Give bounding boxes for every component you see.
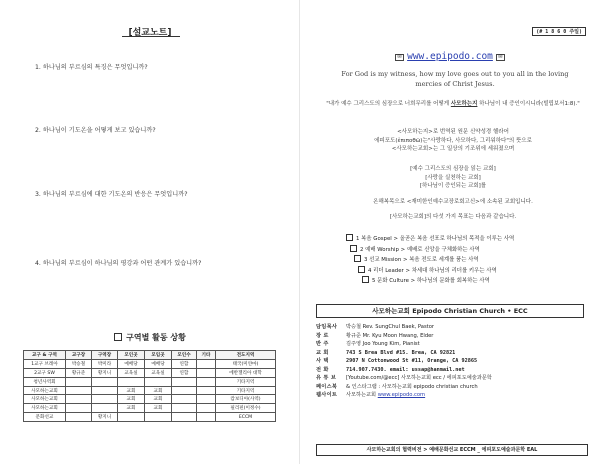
korean-verse-text: "내가 예수 그리스도의 심장으로 너희무리를 어떻게	[326, 101, 451, 107]
table-cell: 문화선교	[24, 413, 66, 422]
box-icon	[362, 276, 369, 283]
identity-block	[322, 165, 584, 191]
info-value-wrap	[346, 349, 455, 357]
identity-line: [하나님이 증인되는 교회]를	[419, 183, 487, 190]
table-cell: 교회	[118, 395, 145, 404]
info-value-wrap	[346, 357, 477, 365]
envelope-icon: ✉	[395, 54, 404, 61]
mission-text: 2 예배 Worship > 예배로 신앙을 구체화하는 사역	[360, 246, 480, 253]
box-icon	[350, 245, 357, 252]
table-cell	[145, 377, 172, 386]
vision-banner: 사모하는교회의 협력비전 > 예배문화선교 ECCM _ 에피포도예술과문학 EAL	[316, 444, 588, 456]
info-value-wrap	[346, 332, 433, 340]
district-activity-table	[23, 350, 276, 422]
table-cell	[197, 404, 216, 413]
box-icon	[354, 255, 361, 262]
table-row	[24, 395, 276, 404]
table-cell: 교육실	[118, 368, 145, 377]
table-header-cell: 모임곳	[145, 351, 172, 360]
denomination-text: 온해복목으로 <재미한인예수교장로회고신>에 소속된 교회입니다.	[373, 199, 533, 205]
info-row	[316, 391, 586, 400]
table-header-cell: 교구장	[66, 351, 92, 360]
info-value: 714.907.7430. email: ussap@hanmail.net	[346, 366, 465, 373]
table-cell	[172, 395, 197, 404]
table-cell	[118, 377, 145, 386]
korean-verse-text-end: 하나님이 내 증인이시니라(빌립보서1:8)."	[477, 101, 580, 107]
table-cell	[197, 413, 216, 422]
table-cell	[66, 377, 92, 386]
mission-item	[346, 234, 596, 245]
info-value-wrap	[346, 391, 425, 399]
info-row	[316, 340, 586, 349]
table-header-cell: 기타	[197, 351, 216, 360]
info-row	[316, 383, 586, 392]
table-cell: 필리핀(이정수)	[216, 404, 276, 413]
table-cell	[172, 404, 197, 413]
info-value: & 인스타그램 : 사모하는교회 epipodo christian church	[346, 383, 478, 390]
table-cell: 박미라	[92, 359, 118, 368]
explain-line: 에피포도(ἐπιποθῶ)는"사랑하다, 사모하다, 그리워하다"의 뜻으로	[374, 137, 532, 144]
table-cell	[197, 359, 216, 368]
table-cell: 태국(미얀마)	[216, 359, 276, 368]
table-cell: 사모하는교회	[24, 386, 66, 395]
mission-text: 3 선교 Mission > 복음 전도로 세계를 품는 사역	[364, 257, 479, 264]
table-cell	[172, 386, 197, 395]
mission-item	[346, 245, 596, 256]
website-link[interactable]: www.epipodo.com	[407, 51, 493, 62]
table-cell: 교회	[145, 395, 172, 404]
info-row	[316, 332, 586, 341]
table-cell	[92, 386, 118, 395]
right-page	[300, 0, 600, 464]
info-row	[316, 374, 586, 383]
table-cell	[66, 395, 92, 404]
website-header	[300, 51, 600, 62]
table-cell	[172, 413, 197, 422]
table-cell	[92, 395, 118, 404]
goal-intro: [사모하는교회]의 다섯 가지 목표는 다음과 같습니다.	[389, 214, 517, 220]
church-name-banner: 사모하는교회 Epipodo Christian Church • ECC	[316, 304, 584, 318]
info-value: 박승철 Rev. SungChul Baek, Pastor	[346, 324, 435, 330]
table-cell	[197, 368, 216, 377]
mission-item	[346, 266, 596, 277]
table-cell: 예배당	[118, 359, 145, 368]
explain-line: <사모하는지>로 번역된 원문 신약성경 헬라어	[397, 129, 509, 135]
table-cell: 1교구 브레아	[24, 359, 66, 368]
mission-text: 5 문화 Culture > 하나님의 문화를 회복하는 사역	[372, 278, 490, 285]
box-icon	[114, 333, 122, 341]
table-cell: 사모하는교회	[24, 395, 66, 404]
info-value-wrap	[346, 366, 465, 374]
table-row	[24, 413, 276, 422]
table-cell	[92, 377, 118, 386]
info-label: 교 회	[316, 349, 329, 356]
table-cell: ECCM	[216, 413, 276, 422]
table-cell: 교회	[145, 386, 172, 395]
table-header-cell: 모인곳	[118, 351, 145, 360]
info-value: 황규준 Mr. Kyu Moon Hwang, Elder	[346, 332, 434, 339]
info-value: 김주영 Joo Young Kim, Pianist	[346, 341, 420, 347]
table-cell	[145, 413, 172, 422]
question-4: 4. 하나님의 부르심이 하나님의 평강과 어떤 관계가 있습니까?	[35, 260, 202, 267]
table-row	[24, 404, 276, 413]
korean-verse-emphasis: 사모하는지	[450, 101, 478, 107]
english-verse: For God is my witness, how my love goes out to you all in the loving mercies of Christ Jesus.	[341, 70, 569, 88]
info-label: 전 화	[316, 366, 329, 373]
district-title-text: 구역별 활동 상황	[126, 333, 186, 342]
table-body	[24, 359, 276, 421]
table-cell: 기타지역	[216, 377, 276, 386]
table-cell: 황지니	[92, 368, 118, 377]
table-row	[24, 386, 276, 395]
mission-text: 1 복음 Gospel > 올곧은 복음 선포로 하나님의 목적을 이루는 사역	[356, 236, 515, 242]
envelope-icon: ✉	[496, 54, 505, 61]
table-header-cell: 교구 & 구역	[24, 351, 66, 360]
mission-text: 4 리더 Leader > 차세대 하나님의 리더를 키우는 사역	[368, 267, 497, 274]
info-row	[316, 349, 586, 358]
website-link[interactable]: www.epipodo.com	[377, 392, 426, 398]
box-icon	[346, 234, 353, 241]
title-underline	[122, 36, 180, 37]
sunday-number-tag: (# 1 8 6 0 주일)	[532, 27, 586, 36]
question-2: 2. 하나님이 기도온을 어떻게 보고 있습니까?	[35, 127, 156, 134]
info-label: 유 튜 브	[316, 375, 337, 381]
table-cell: 교회	[118, 386, 145, 395]
info-value-wrap	[346, 383, 478, 391]
question-3: 3. 하나님의 부르심에 대한 기도온의 반응은 무엇입니까?	[35, 191, 188, 198]
box-icon	[358, 266, 365, 273]
mission-item	[346, 276, 596, 287]
district-section-title	[0, 332, 300, 343]
table-cell: 기타지역	[216, 386, 276, 395]
info-label: 담임목사	[316, 324, 338, 330]
info-label: 웹사이트	[316, 392, 338, 398]
sermon-notes-title: [설교노트]	[128, 28, 172, 38]
table-header-row	[24, 351, 276, 360]
table-cell: 청년사역회	[24, 377, 66, 386]
table-cell	[66, 413, 92, 422]
identity-line: [예수 그리스도의 심장을 읽는 교회]	[410, 166, 496, 172]
table-cell	[197, 377, 216, 386]
table-cell: 에반젤리아 대학	[216, 368, 276, 377]
table-cell	[92, 404, 118, 413]
korean-verse	[322, 100, 584, 109]
info-label: 반 주	[316, 341, 329, 347]
info-value: 743 S Brea Blvd #15. Brea, CA 92821	[346, 349, 456, 356]
table-cell	[66, 386, 92, 395]
table-cell: 박승철	[66, 359, 92, 368]
info-value-wrap	[346, 374, 492, 382]
table-cell	[118, 413, 145, 422]
question-1: 1. 하나님의 부르심의 특징은 무엇입니까?	[35, 64, 148, 71]
table-cell: 2교구 SW	[24, 368, 66, 377]
identity-line: [사랑을 실천하는 교회]	[425, 174, 481, 181]
info-row	[316, 323, 586, 332]
table-cell: 교회	[145, 404, 172, 413]
table-cell	[197, 386, 216, 395]
table-header-cell: 전도지역	[216, 351, 276, 360]
table-row	[24, 368, 276, 377]
church-info-table	[316, 323, 586, 400]
table-cell: 교회	[118, 404, 145, 413]
info-value-wrap	[346, 340, 420, 348]
table-header-cell: 모인수	[172, 351, 197, 360]
info-value: [Youtube.com/@ecc] 사모하는교회 ecc / 에피포도예술과문학	[346, 375, 492, 381]
table-cell: 연합	[172, 359, 197, 368]
info-value: 사모하는교회	[346, 392, 378, 398]
info-value-wrap	[346, 323, 434, 331]
mission-item	[346, 255, 596, 266]
explain-line: <사모하는교회>는 그 일상의 기조위에 세워졌으며	[391, 146, 515, 153]
table-cell: 예배당	[145, 359, 172, 368]
table-cell	[197, 395, 216, 404]
table-cell: 캄보디아(사역)	[216, 395, 276, 404]
info-value: 2907 N Cottonwood St #11, Orange, CA 92865	[346, 358, 478, 364]
mission-list	[346, 234, 596, 287]
table-cell	[66, 404, 92, 413]
info-row	[316, 366, 586, 375]
table-header-cell: 구역장	[92, 351, 118, 360]
table-row	[24, 377, 276, 386]
table-row	[24, 359, 276, 368]
table-cell: 사모하는교회	[24, 404, 66, 413]
info-label: 사 택	[316, 358, 329, 364]
table-cell: 황규준	[66, 368, 92, 377]
table-cell	[172, 377, 197, 386]
explanation-block	[322, 128, 584, 154]
info-label: 장 로	[316, 332, 329, 339]
table-cell: 황지니	[92, 413, 118, 422]
info-row	[316, 357, 586, 366]
info-label: 페이스북	[316, 383, 338, 390]
table-cell: 연합	[172, 368, 197, 377]
table-cell: 교육실	[145, 368, 172, 377]
